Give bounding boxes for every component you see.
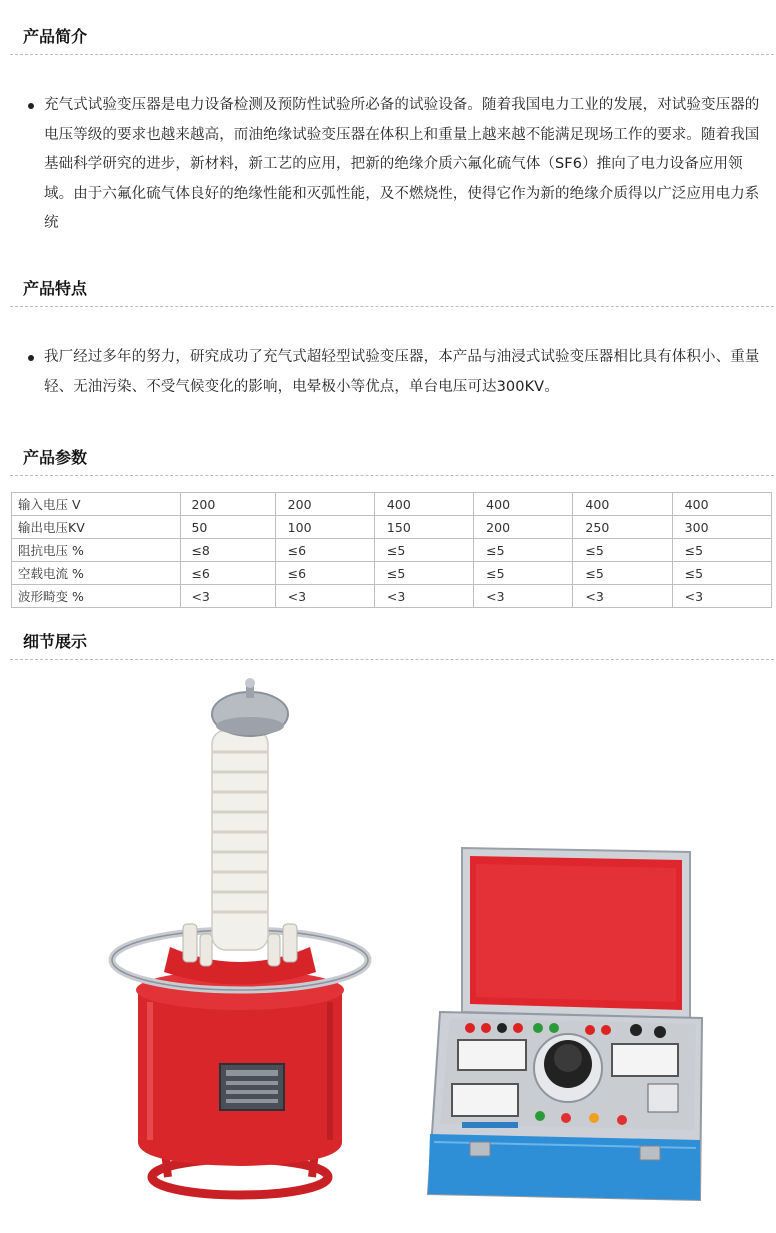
section-title-details: 细节展示 [23, 632, 88, 651]
table-cell: ≤6 [181, 562, 275, 585]
table-row [12, 539, 772, 562]
table-cell: 250 [573, 516, 672, 539]
table-cell: <3 [573, 585, 672, 608]
table-cell: ≤8 [181, 539, 275, 562]
table-cell: 400 [573, 493, 672, 516]
table-cell: <3 [275, 585, 374, 608]
table-cell: 400 [374, 493, 473, 516]
section-divider [10, 475, 774, 476]
product-photos [0, 672, 776, 1227]
table-cell: 300 [672, 516, 771, 539]
table-cell: ≤6 [275, 562, 374, 585]
table-row [12, 493, 772, 516]
table-cell: <3 [181, 585, 275, 608]
table-cell: 100 [275, 516, 374, 539]
table-row-header: 输出电压KV [12, 516, 181, 539]
table-cell: ≤5 [573, 562, 672, 585]
table-cell: 200 [474, 516, 573, 539]
intro-paragraph [28, 91, 770, 239]
table-cell: 150 [374, 516, 473, 539]
intro-text: 充气式试验变压器是电力设备检测及预防性试验所必备的试验设备。随着我国电力工业的发展，对试验变压器的电压等级的要求也越来越高，而油绝缘试验变压器在体积上和重量上越来越不能满足现场工作的要求。随着我国基础科学研究的进步，新材料，新工艺的应用，把新的绝缘介质六氟化硫气体（SF6）推向了电力设备应用领域。由于六氟化硫气体良好的绝缘性能和灭弧性能，及不燃烧性，使得它作为新的绝缘介质得以广泛应用电力系统 [44, 97, 760, 231]
table-row-header: 阻抗电压 % [12, 539, 181, 562]
features-paragraph [28, 343, 770, 402]
section-title-params: 产品参数 [23, 448, 88, 467]
control-box-image [428, 848, 702, 1200]
table-cell: <3 [474, 585, 573, 608]
table-row [12, 516, 772, 539]
table-cell: ≤5 [374, 562, 473, 585]
table-cell: <3 [672, 585, 771, 608]
params-table [11, 492, 772, 608]
section-divider [10, 306, 774, 307]
table-row-header: 空载电流 % [12, 562, 181, 585]
table-row [12, 585, 772, 608]
section-title-intro: 产品简介 [23, 27, 88, 46]
table-cell: 200 [181, 493, 275, 516]
table-cell: 400 [474, 493, 573, 516]
table-row-header: 输入电压 V [12, 493, 181, 516]
table-row-header: 波形畸变 % [12, 585, 181, 608]
table-cell: ≤5 [573, 539, 672, 562]
table-cell: 200 [275, 493, 374, 516]
transformer-image [112, 678, 368, 1195]
section-title-features: 产品特点 [23, 279, 88, 298]
table-cell: ≤5 [672, 539, 771, 562]
params-table-body [12, 493, 772, 608]
product-photos-svg [0, 672, 776, 1227]
bullet-icon [28, 103, 34, 109]
section-divider [10, 659, 774, 660]
table-cell: ≤5 [672, 562, 771, 585]
table-cell: <3 [374, 585, 473, 608]
table-cell: ≤5 [474, 562, 573, 585]
section-divider [10, 54, 774, 55]
table-cell: 50 [181, 516, 275, 539]
table-cell: 400 [672, 493, 771, 516]
table-row [12, 562, 772, 585]
bullet-icon [28, 355, 34, 361]
table-cell: ≤6 [275, 539, 374, 562]
features-text: 我厂经过多年的努力，研究成功了充气式超轻型试验变压器，本产品与油浸式试验变压器相比具有体积小、重量轻、无油污染、不受气候变化的影响，电晕极小等优点，单台电压可达300KV。 [44, 349, 760, 395]
table-cell: ≤5 [474, 539, 573, 562]
table-cell: ≤5 [374, 539, 473, 562]
